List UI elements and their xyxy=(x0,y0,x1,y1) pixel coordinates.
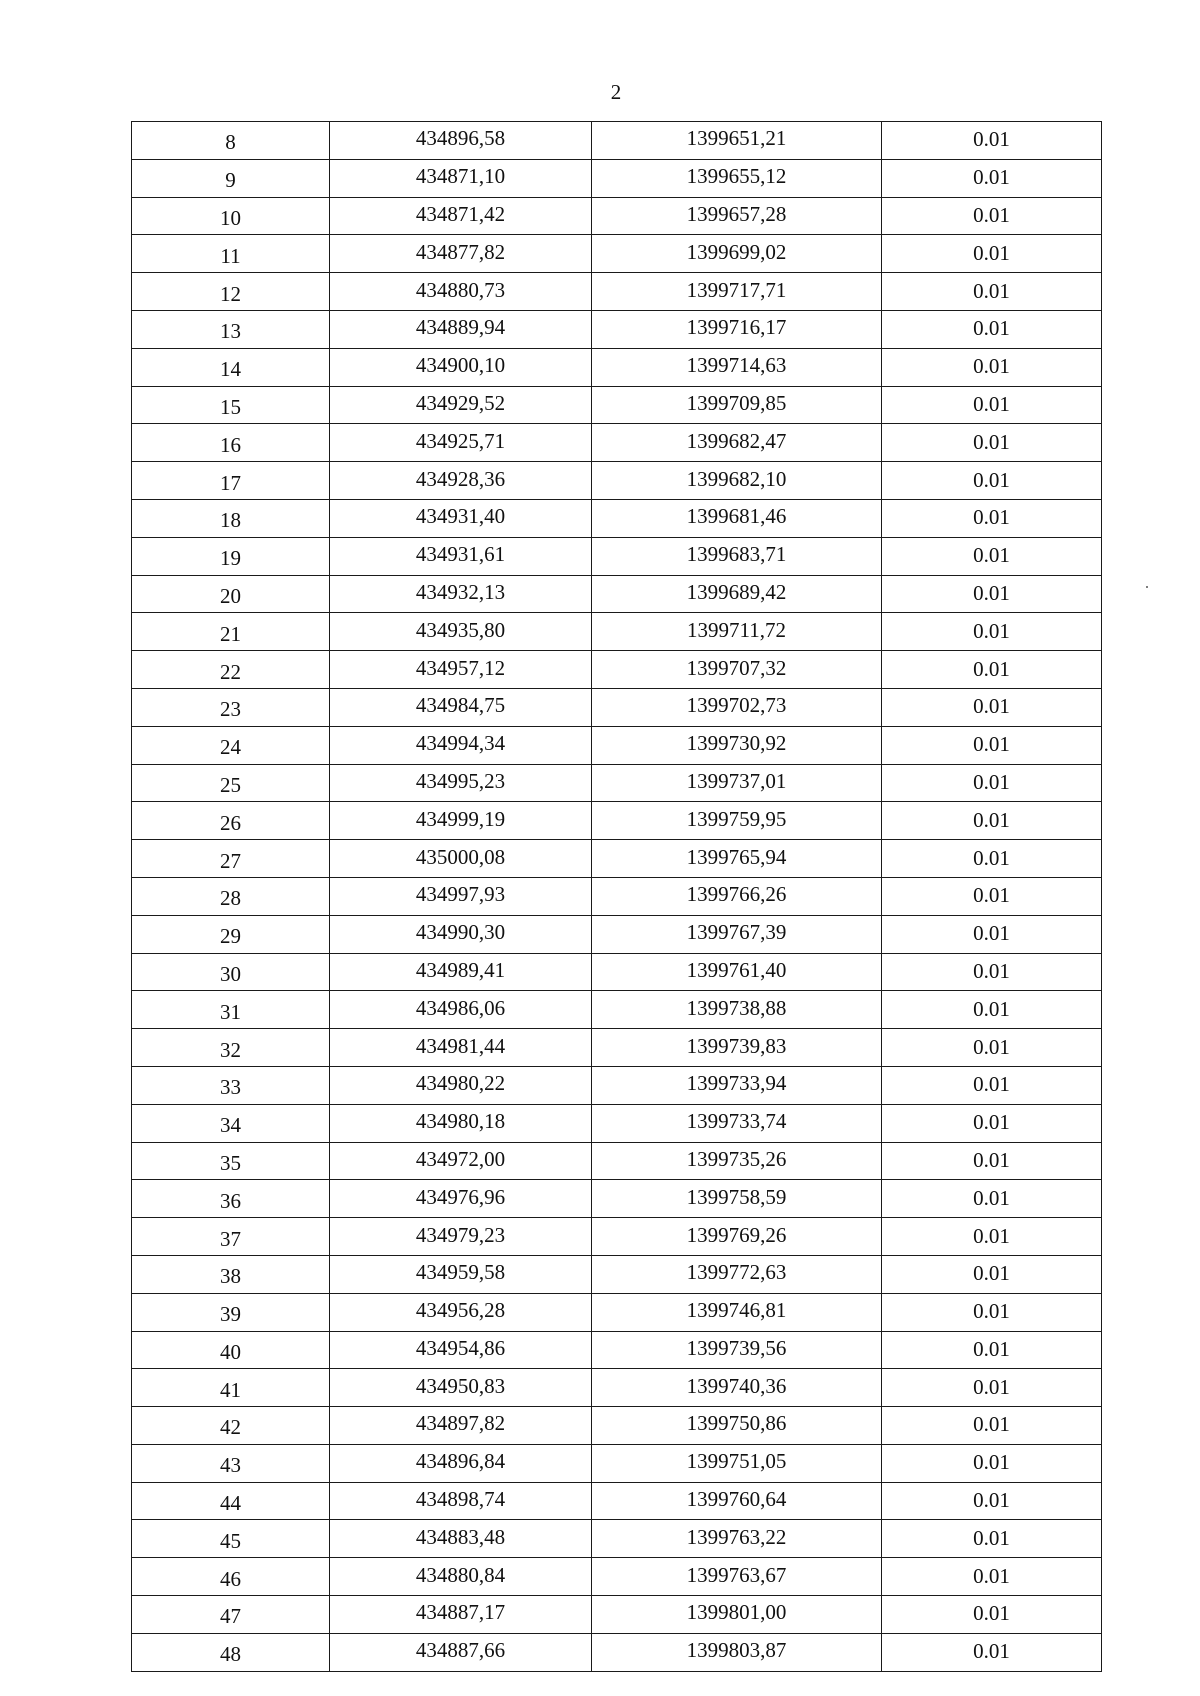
x-coordinate-cell: 434959,58 xyxy=(330,1255,592,1293)
point-number-cell: 47 xyxy=(132,1596,330,1634)
x-coordinate-cell: 434994,34 xyxy=(330,726,592,764)
point-number-cell: 41 xyxy=(132,1369,330,1407)
accuracy-cell: 0.01 xyxy=(882,1066,1102,1104)
accuracy-cell: 0.01 xyxy=(882,1180,1102,1218)
point-number-cell: 30 xyxy=(132,953,330,991)
point-number-cell: 25 xyxy=(132,764,330,802)
scan-speck xyxy=(1146,586,1148,588)
y-coordinate-cell: 1399801,00 xyxy=(592,1596,882,1634)
x-coordinate-cell: 434877,82 xyxy=(330,235,592,273)
accuracy-cell: 0.01 xyxy=(882,273,1102,311)
x-coordinate-cell: 434950,83 xyxy=(330,1369,592,1407)
table-row xyxy=(132,499,1102,537)
point-number-cell: 18 xyxy=(132,499,330,537)
table-row xyxy=(132,122,1102,160)
point-number-cell: 38 xyxy=(132,1255,330,1293)
point-number-cell: 14 xyxy=(132,348,330,386)
table-row xyxy=(132,840,1102,878)
point-number-cell: 22 xyxy=(132,651,330,689)
x-coordinate-cell: 434995,23 xyxy=(330,764,592,802)
table-row xyxy=(132,1066,1102,1104)
y-coordinate-cell: 1399689,42 xyxy=(592,575,882,613)
accuracy-cell: 0.01 xyxy=(882,386,1102,424)
accuracy-cell: 0.01 xyxy=(882,1331,1102,1369)
table-row xyxy=(132,310,1102,348)
x-coordinate-cell: 434896,84 xyxy=(330,1444,592,1482)
table-row xyxy=(132,1444,1102,1482)
y-coordinate-cell: 1399803,87 xyxy=(592,1633,882,1671)
x-coordinate-cell: 434871,42 xyxy=(330,197,592,235)
accuracy-cell: 0.01 xyxy=(882,310,1102,348)
x-coordinate-cell: 434928,36 xyxy=(330,462,592,500)
point-number-cell: 42 xyxy=(132,1407,330,1445)
x-coordinate-cell: 434887,17 xyxy=(330,1596,592,1634)
point-number-cell: 45 xyxy=(132,1520,330,1558)
point-number-cell: 34 xyxy=(132,1104,330,1142)
y-coordinate-cell: 1399772,63 xyxy=(592,1255,882,1293)
table-row xyxy=(132,1218,1102,1256)
table-row xyxy=(132,1520,1102,1558)
point-number-cell: 24 xyxy=(132,726,330,764)
table-row xyxy=(132,575,1102,613)
point-number-cell: 33 xyxy=(132,1066,330,1104)
y-coordinate-cell: 1399769,26 xyxy=(592,1218,882,1256)
y-coordinate-cell: 1399763,67 xyxy=(592,1558,882,1596)
table-row xyxy=(132,235,1102,273)
table-row xyxy=(132,1255,1102,1293)
accuracy-cell: 0.01 xyxy=(882,613,1102,651)
table-row xyxy=(132,1029,1102,1067)
x-coordinate-cell: 434984,75 xyxy=(330,688,592,726)
accuracy-cell: 0.01 xyxy=(882,197,1102,235)
x-coordinate-cell: 434871,10 xyxy=(330,159,592,197)
point-number-cell: 48 xyxy=(132,1633,330,1671)
point-number-cell: 43 xyxy=(132,1444,330,1482)
table-row xyxy=(132,991,1102,1029)
table-row xyxy=(132,953,1102,991)
table-row xyxy=(132,1104,1102,1142)
point-number-cell: 13 xyxy=(132,310,330,348)
accuracy-cell: 0.01 xyxy=(882,991,1102,1029)
table-row xyxy=(132,386,1102,424)
accuracy-cell: 0.01 xyxy=(882,915,1102,953)
accuracy-cell: 0.01 xyxy=(882,1293,1102,1331)
y-coordinate-cell: 1399709,85 xyxy=(592,386,882,424)
point-number-cell: 20 xyxy=(132,575,330,613)
point-number-cell: 29 xyxy=(132,915,330,953)
y-coordinate-cell: 1399682,47 xyxy=(592,424,882,462)
y-coordinate-cell: 1399767,39 xyxy=(592,915,882,953)
y-coordinate-cell: 1399739,56 xyxy=(592,1331,882,1369)
x-coordinate-cell: 434980,18 xyxy=(330,1104,592,1142)
y-coordinate-cell: 1399740,36 xyxy=(592,1369,882,1407)
table-row xyxy=(132,462,1102,500)
table-row xyxy=(132,651,1102,689)
accuracy-cell: 0.01 xyxy=(882,1142,1102,1180)
accuracy-cell: 0.01 xyxy=(882,122,1102,160)
table-row xyxy=(132,802,1102,840)
table-row xyxy=(132,1482,1102,1520)
accuracy-cell: 0.01 xyxy=(882,1520,1102,1558)
accuracy-cell: 0.01 xyxy=(882,1633,1102,1671)
y-coordinate-cell: 1399751,05 xyxy=(592,1444,882,1482)
coordinates-table xyxy=(131,121,1102,1672)
accuracy-cell: 0.01 xyxy=(882,159,1102,197)
point-number-cell: 31 xyxy=(132,991,330,1029)
x-coordinate-cell: 434956,28 xyxy=(330,1293,592,1331)
y-coordinate-cell: 1399766,26 xyxy=(592,877,882,915)
y-coordinate-cell: 1399707,32 xyxy=(592,651,882,689)
x-coordinate-cell: 434887,66 xyxy=(330,1633,592,1671)
y-coordinate-cell: 1399655,12 xyxy=(592,159,882,197)
y-coordinate-cell: 1399711,72 xyxy=(592,613,882,651)
x-coordinate-cell: 434898,74 xyxy=(330,1482,592,1520)
point-number-cell: 28 xyxy=(132,877,330,915)
x-coordinate-cell: 434880,84 xyxy=(330,1558,592,1596)
x-coordinate-cell: 434929,52 xyxy=(330,386,592,424)
accuracy-cell: 0.01 xyxy=(882,1218,1102,1256)
x-coordinate-cell: 434954,86 xyxy=(330,1331,592,1369)
table-row xyxy=(132,424,1102,462)
x-coordinate-cell: 434900,10 xyxy=(330,348,592,386)
point-number-cell: 39 xyxy=(132,1293,330,1331)
point-number-cell: 35 xyxy=(132,1142,330,1180)
y-coordinate-cell: 1399702,73 xyxy=(592,688,882,726)
table-row xyxy=(132,1293,1102,1331)
table-row xyxy=(132,1596,1102,1634)
accuracy-cell: 0.01 xyxy=(882,764,1102,802)
accuracy-cell: 0.01 xyxy=(882,1407,1102,1445)
table-row xyxy=(132,915,1102,953)
point-number-cell: 21 xyxy=(132,613,330,651)
y-coordinate-cell: 1399738,88 xyxy=(592,991,882,1029)
y-coordinate-cell: 1399761,40 xyxy=(592,953,882,991)
accuracy-cell: 0.01 xyxy=(882,499,1102,537)
point-number-cell: 19 xyxy=(132,537,330,575)
accuracy-cell: 0.01 xyxy=(882,424,1102,462)
point-number-cell: 16 xyxy=(132,424,330,462)
x-coordinate-cell: 434976,96 xyxy=(330,1180,592,1218)
table-row xyxy=(132,159,1102,197)
table-row xyxy=(132,764,1102,802)
accuracy-cell: 0.01 xyxy=(882,802,1102,840)
accuracy-cell: 0.01 xyxy=(882,877,1102,915)
y-coordinate-cell: 1399737,01 xyxy=(592,764,882,802)
y-coordinate-cell: 1399651,21 xyxy=(592,122,882,160)
y-coordinate-cell: 1399714,63 xyxy=(592,348,882,386)
y-coordinate-cell: 1399699,02 xyxy=(592,235,882,273)
accuracy-cell: 0.01 xyxy=(882,1029,1102,1067)
point-number-cell: 17 xyxy=(132,462,330,500)
x-coordinate-cell: 434931,40 xyxy=(330,499,592,537)
x-coordinate-cell: 434880,73 xyxy=(330,273,592,311)
y-coordinate-cell: 1399681,46 xyxy=(592,499,882,537)
x-coordinate-cell: 434981,44 xyxy=(330,1029,592,1067)
accuracy-cell: 0.01 xyxy=(882,348,1102,386)
point-number-cell: 15 xyxy=(132,386,330,424)
point-number-cell: 11 xyxy=(132,235,330,273)
point-number-cell: 26 xyxy=(132,802,330,840)
table-row xyxy=(132,613,1102,651)
x-coordinate-cell: 434986,06 xyxy=(330,991,592,1029)
table-row xyxy=(132,1633,1102,1671)
table-row xyxy=(132,537,1102,575)
y-coordinate-cell: 1399746,81 xyxy=(592,1293,882,1331)
x-coordinate-cell: 434897,82 xyxy=(330,1407,592,1445)
coordinates-table-body xyxy=(132,122,1102,1672)
table-row xyxy=(132,877,1102,915)
x-coordinate-cell: 434979,23 xyxy=(330,1218,592,1256)
point-number-cell: 37 xyxy=(132,1218,330,1256)
y-coordinate-cell: 1399730,92 xyxy=(592,726,882,764)
point-number-cell: 46 xyxy=(132,1558,330,1596)
x-coordinate-cell: 434990,30 xyxy=(330,915,592,953)
table-row xyxy=(132,273,1102,311)
y-coordinate-cell: 1399759,95 xyxy=(592,802,882,840)
point-number-cell: 10 xyxy=(132,197,330,235)
x-coordinate-cell: 434932,13 xyxy=(330,575,592,613)
table-row xyxy=(132,688,1102,726)
point-number-cell: 23 xyxy=(132,688,330,726)
table-row xyxy=(132,1142,1102,1180)
y-coordinate-cell: 1399657,28 xyxy=(592,197,882,235)
accuracy-cell: 0.01 xyxy=(882,1104,1102,1142)
y-coordinate-cell: 1399717,71 xyxy=(592,273,882,311)
table-row xyxy=(132,348,1102,386)
y-coordinate-cell: 1399682,10 xyxy=(592,462,882,500)
table-row xyxy=(132,1331,1102,1369)
point-number-cell: 40 xyxy=(132,1331,330,1369)
y-coordinate-cell: 1399733,94 xyxy=(592,1066,882,1104)
y-coordinate-cell: 1399739,83 xyxy=(592,1029,882,1067)
x-coordinate-cell: 434972,00 xyxy=(330,1142,592,1180)
accuracy-cell: 0.01 xyxy=(882,688,1102,726)
x-coordinate-cell: 434997,93 xyxy=(330,877,592,915)
y-coordinate-cell: 1399765,94 xyxy=(592,840,882,878)
accuracy-cell: 0.01 xyxy=(882,462,1102,500)
point-number-cell: 27 xyxy=(132,840,330,878)
x-coordinate-cell: 434883,48 xyxy=(330,1520,592,1558)
accuracy-cell: 0.01 xyxy=(882,953,1102,991)
table-row xyxy=(132,197,1102,235)
accuracy-cell: 0.01 xyxy=(882,1255,1102,1293)
accuracy-cell: 0.01 xyxy=(882,235,1102,273)
y-coordinate-cell: 1399763,22 xyxy=(592,1520,882,1558)
table-row xyxy=(132,1407,1102,1445)
page-number: 2 xyxy=(610,80,622,104)
table-row xyxy=(132,1369,1102,1407)
x-coordinate-cell: 434999,19 xyxy=(330,802,592,840)
accuracy-cell: 0.01 xyxy=(882,1596,1102,1634)
x-coordinate-cell: 434931,61 xyxy=(330,537,592,575)
accuracy-cell: 0.01 xyxy=(882,537,1102,575)
y-coordinate-cell: 1399683,71 xyxy=(592,537,882,575)
y-coordinate-cell: 1399735,26 xyxy=(592,1142,882,1180)
x-coordinate-cell: 434896,58 xyxy=(330,122,592,160)
point-number-cell: 8 xyxy=(132,122,330,160)
y-coordinate-cell: 1399760,64 xyxy=(592,1482,882,1520)
accuracy-cell: 0.01 xyxy=(882,1369,1102,1407)
accuracy-cell: 0.01 xyxy=(882,1444,1102,1482)
accuracy-cell: 0.01 xyxy=(882,840,1102,878)
y-coordinate-cell: 1399750,86 xyxy=(592,1407,882,1445)
x-coordinate-cell: 434989,41 xyxy=(330,953,592,991)
y-coordinate-cell: 1399758,59 xyxy=(592,1180,882,1218)
table-row xyxy=(132,726,1102,764)
accuracy-cell: 0.01 xyxy=(882,651,1102,689)
table-row xyxy=(132,1558,1102,1596)
point-number-cell: 36 xyxy=(132,1180,330,1218)
accuracy-cell: 0.01 xyxy=(882,726,1102,764)
x-coordinate-cell: 434925,71 xyxy=(330,424,592,462)
x-coordinate-cell: 434980,22 xyxy=(330,1066,592,1104)
y-coordinate-cell: 1399716,17 xyxy=(592,310,882,348)
table-row xyxy=(132,1180,1102,1218)
x-coordinate-cell: 434935,80 xyxy=(330,613,592,651)
x-coordinate-cell: 434957,12 xyxy=(330,651,592,689)
x-coordinate-cell: 435000,08 xyxy=(330,840,592,878)
accuracy-cell: 0.01 xyxy=(882,575,1102,613)
y-coordinate-cell: 1399733,74 xyxy=(592,1104,882,1142)
point-number-cell: 44 xyxy=(132,1482,330,1520)
point-number-cell: 32 xyxy=(132,1029,330,1067)
accuracy-cell: 0.01 xyxy=(882,1482,1102,1520)
point-number-cell: 12 xyxy=(132,273,330,311)
accuracy-cell: 0.01 xyxy=(882,1558,1102,1596)
x-coordinate-cell: 434889,94 xyxy=(330,310,592,348)
point-number-cell: 9 xyxy=(132,159,330,197)
